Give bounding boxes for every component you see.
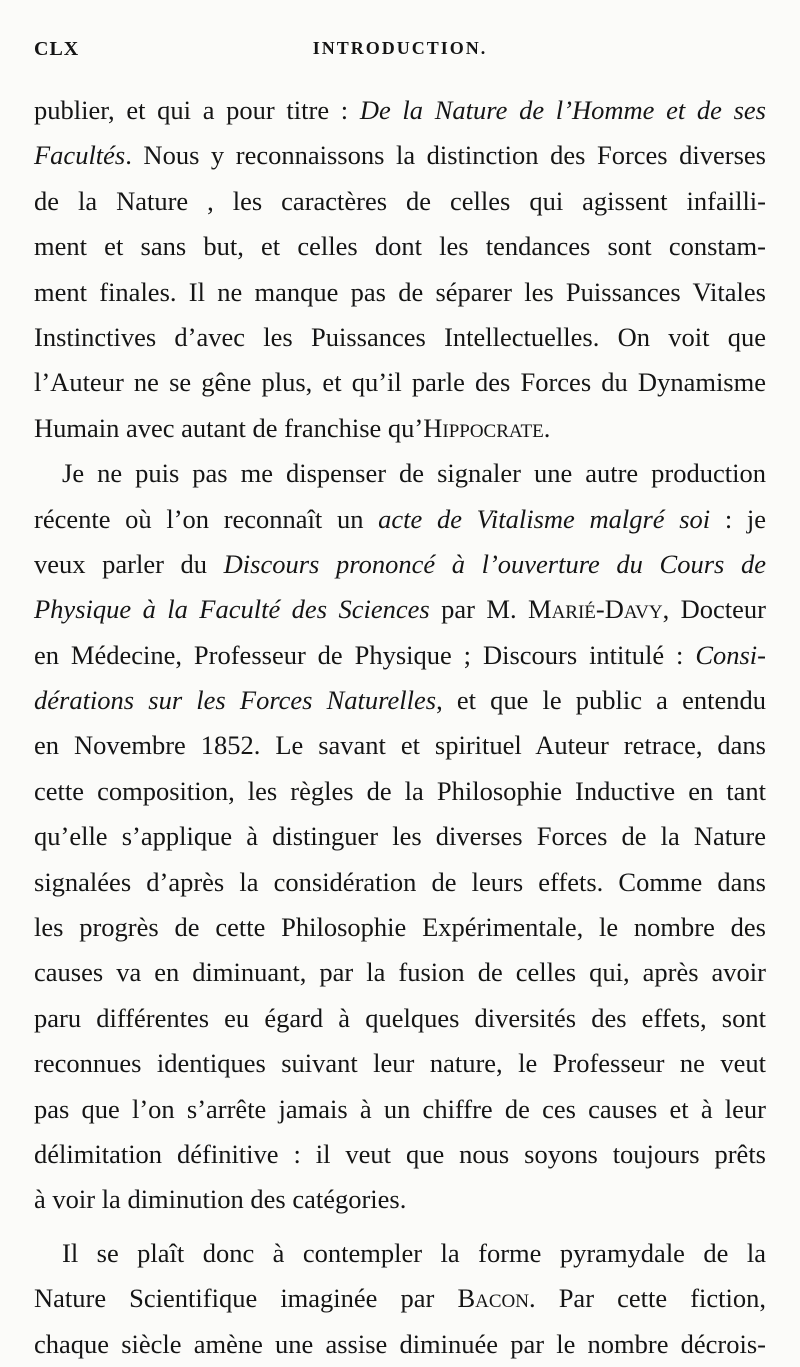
author-name: Marié-Davy [528,594,663,625]
text-line: Instinctives d’avec les Puissances Intellectuelles. On voit que [34,321,766,352]
text-line: délimitation définitive : il veut que nous soyons toujours prêts [34,1138,766,1169]
text-line: Il se plaît donc à contempler la forme pyramydale de la [62,1237,766,1268]
text-line: Facultés. Nous y reconnaissons la distinction des Forces diverses [34,140,766,171]
text-line: pas que l’on s’arrête jamais à un chiffre de ces causes et à leur [34,1093,766,1124]
running-title: INTRODUCTION. [312,38,488,58]
author-name: Hippocrate [423,412,544,443]
page-number: CLX [34,38,80,60]
text-line: récente où l’on reconnaît un acte de Vitalisme malgré soi : je [34,503,766,534]
text-line: les progrès de cette Philosophie Expérimentale, le nombre des [34,912,766,943]
text-line: publier, et qui a pour titre : De la Nature de l’Homme et de ses [34,95,766,125]
text-line: causes va en diminuant, par la fusion de celles qui, après avoir [34,957,766,988]
body-text [34,88,766,1367]
text-line: l’Auteur ne se gêne plus, et qu’il parle des Forces du Dynamisme [34,367,766,398]
text-line: veux parler du Discours prononcé à l’ouverture du Cours de [34,548,766,579]
text-line: de la Nature , les caractères de celles qui agissent infailli- [34,185,766,216]
text-line: en Médecine, Professeur de Physique ; Discours intitulé : Consi- [34,639,766,670]
text-line: signalées d’après la considération de leurs effets. Comme dans [34,866,766,897]
text-line: Je ne puis pas me dispenser de signaler une autre production [62,458,766,489]
text-line: ment finales. Il ne manque pas de séparer les Puissances Vitales [34,276,766,307]
text-line: Nature Scientifique imaginée par Bacon. Par cette fiction, [34,1283,767,1314]
text-line: Humain avec autant de franchise qu’Hippocrate. [34,412,551,443]
text-line: qu’elle s’applique à distinguer les diverses Forces de la Nature [34,821,766,852]
text-line: cette composition, les règles de la Philosophie Inductive en tant [34,775,766,806]
text-line: chaque siècle amène une assise diminuée par le nombre décrois- [34,1328,766,1359]
text-line: en Novembre 1852. Le savant et spirituel Auteur retrace, dans [34,730,766,761]
author-name: Bacon [457,1283,529,1314]
text-line: dérations sur les Forces Naturelles, et que le public a entendu [34,685,766,716]
text-line: Physique à la Faculté des Sciences par M. Marié-Davy, Docteur [34,594,767,625]
text-line: paru différentes eu égard à quelques diversités des effets, sont [34,1002,766,1033]
text-line: à voir la diminution des catégories. [34,1184,407,1215]
text-line: reconnues identiques suivant leur nature, le Professeur ne veut [34,1048,766,1079]
page-header [34,38,766,68]
text-line: ment et sans but, et celles dont les tendances sont constam- [34,231,766,262]
